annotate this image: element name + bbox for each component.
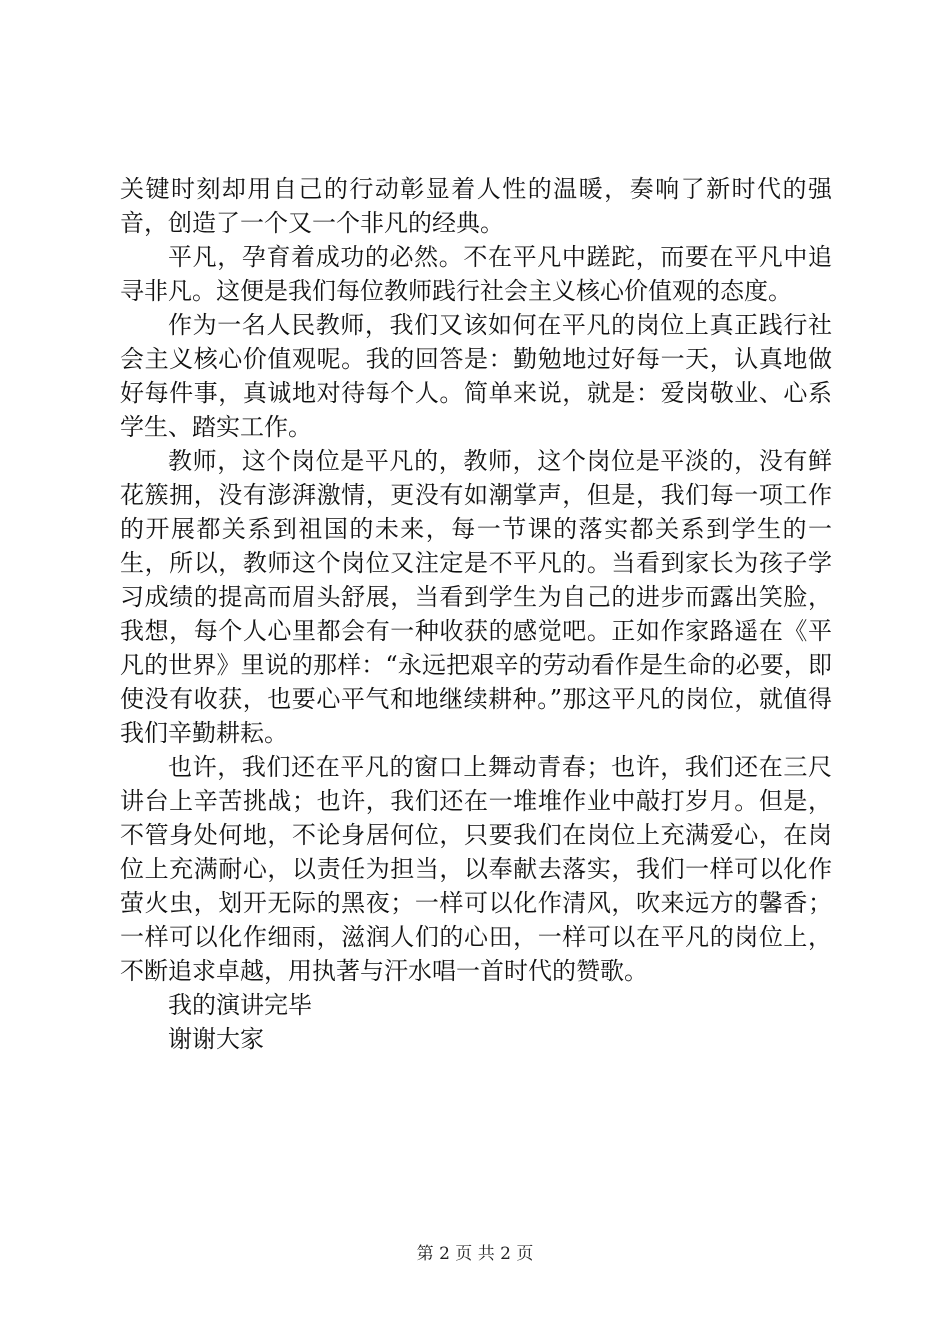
paragraph-4: 教师，这个岗位是平凡的，教师，这个岗位是平淡的，没有鲜花簇拥，没有澎湃激情，更没有如潮掌声，但是，我们每一项工作的开展都关系到祖国的未来，每一节课的落实都关系到学生的一生，所以，教师这个岗位又注定是不平凡的。当看到家长为孩子学习成绩的提高而眉头舒展，当看到学生为自己的进步而露出笑脸，我想，每个人心里都会有一种收获的感觉吧。正如作家路遥在《平凡的世界》里说的那样：“永远把艰辛的劳动看作是生命的必要，即使没有收获，也要心平气和地继续耕种。”那这平凡的岗位，就值得我们辛勤耕耘。 xyxy=(120,447,832,747)
paragraph-3: 作为一名人民教师，我们又该如何在平凡的岗位上真正践行社会主义核心价值观呢。我的回答是：勤勉地过好每一天，认真地做好每件事，真诚地对待每个人。简单来说，就是：爱岗敬业、心系学生、踏实工作。 xyxy=(120,311,832,441)
page-footer: 第 2 页 共 2 页 xyxy=(416,1244,534,1264)
paragraph-2: 平凡，孕育着成功的必然。不在平凡中蹉跎，而要在平凡中追寻非凡。这便是我们每位教师践行社会主义核心价值观的态度。 xyxy=(120,243,832,305)
paragraph-1: 关键时刻却用自己的行动彰显着人性的温暖，奏响了新时代的强音，创造了一个又一个非凡的经典。 xyxy=(120,175,832,237)
paragraph-5: 也许，我们还在平凡的窗口上舞动青春；也许，我们还在三尺讲台上辛苦挑战；也许，我们还在一堆堆作业中敲打岁月。但是，不管身处何地，不论身居何位，只要我们在岗位上充满爱心，在岗位上充满耐心，以责任为担当，以奉献去落实，我们一样可以化作萤火虫，划开无际的黑夜；一样可以化作清风，吹来远方的馨香；一样可以化作细雨，滋润人们的心田，一样可以在平凡的岗位上，不断追求卓越，用执著与汗水唱一首时代的赞歌。 xyxy=(120,753,832,985)
closing-line-2: 谢谢大家 xyxy=(168,1025,264,1053)
document-body xyxy=(120,172,832,1056)
closing-line-1: 我的演讲完毕 xyxy=(168,991,312,1019)
